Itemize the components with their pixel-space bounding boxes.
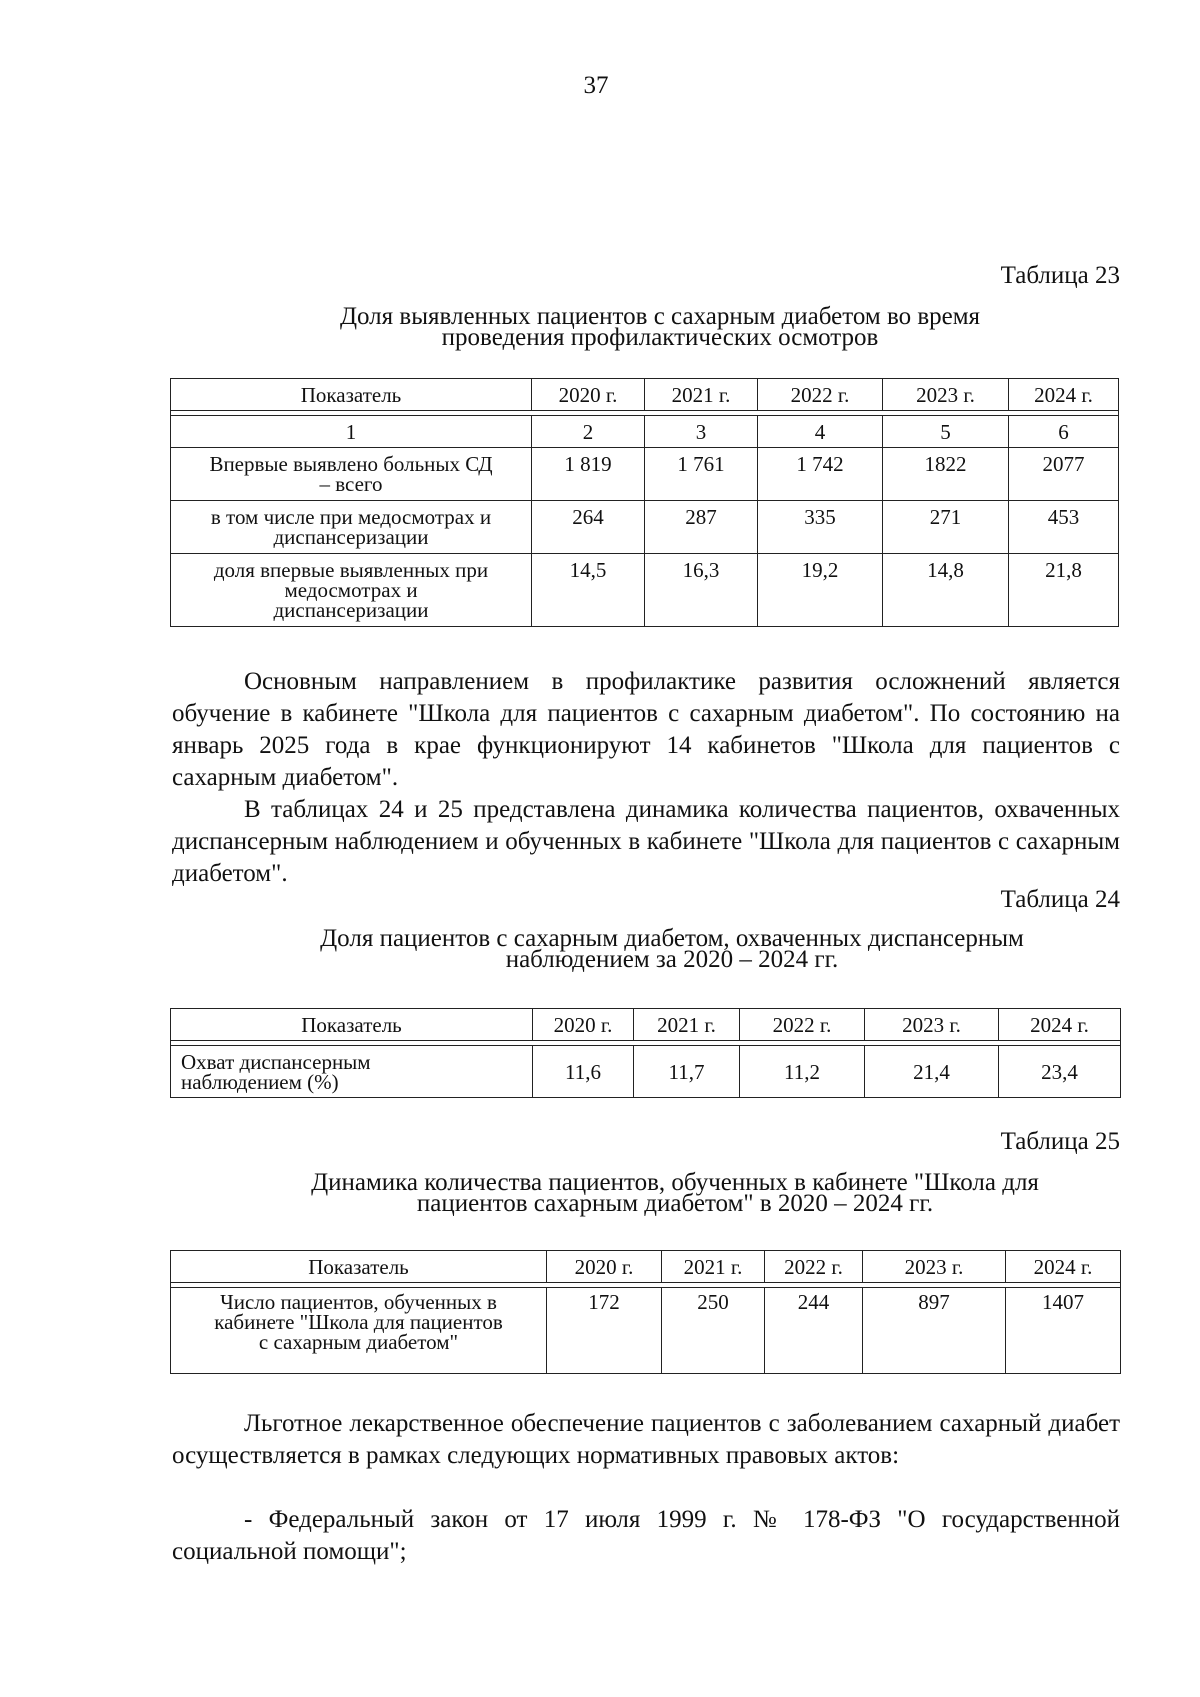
table-23-header-2020: 2020 г. (532, 379, 645, 411)
table-25-header-2020: 2020 г. (547, 1251, 662, 1283)
table-cell: 453 (1009, 501, 1119, 554)
table-25-title (240, 1169, 1110, 1217)
table-cell: 14,5 (532, 554, 645, 627)
row-label-line: кабинете "Школа для пациентов (214, 1310, 503, 1334)
table-24-title-line-1: Доля пациентов с сахарным диабетом, охваченных диспансерным (320, 925, 1024, 952)
table-25-caption: Таблица 25 (1000, 1128, 1120, 1155)
table-cell: 264 (532, 501, 645, 554)
table-24-header-2024: 2024 г. (999, 1009, 1121, 1041)
table-cell: 11,2 (740, 1046, 865, 1098)
table-23-col-number: 5 (883, 416, 1009, 448)
row-label (171, 501, 532, 554)
body-paragraph-3: Льготное лекарственное обеспечение пациентов с заболеванием сахарный диабет осуществляется в рамках следующих нормативных правовых актов: (172, 1410, 1120, 1469)
table-24-header-indicator: Показатель (171, 1009, 533, 1041)
table-cell: 21,8 (1009, 554, 1119, 627)
table-23-col-number: 4 (758, 416, 883, 448)
table-cell: 1822 (883, 448, 1009, 501)
table-25-header-2022: 2022 г. (765, 1251, 863, 1283)
table-25-header-indicator: Показатель (171, 1251, 547, 1283)
table-cell: 14,8 (883, 554, 1009, 627)
table-cell: 244 (765, 1288, 863, 1374)
table-24-header-2021: 2021 г. (634, 1009, 740, 1041)
table-23-title-line-1: Доля выявленных пациентов с сахарным диабетом во время (339, 303, 981, 330)
table-24-title-line-2: наблюдением за 2020 – 2024 гг. (505, 946, 839, 973)
row-label (171, 448, 532, 501)
table-cell: 172 (547, 1288, 662, 1374)
body-paragraph-1: Основным направлением в профилактике развития осложнений является обучение в кабинете "Школа для пациентов с сахарным диабетом". По состоянию на январь 2025 года в крае функционируют 14 кабинетов "Школа для пациентов с сахарным диабетом". (172, 668, 1120, 791)
table-24 (170, 1008, 1121, 1098)
table-cell: 1 761 (645, 448, 758, 501)
table-cell: 11,7 (634, 1046, 740, 1098)
table-row (171, 448, 1119, 501)
row-label-line: с сахарным диабетом" (258, 1330, 459, 1354)
row-label-line: диспансеризации (273, 598, 429, 622)
table-cell: 287 (645, 501, 758, 554)
table-23-header-indicator: Показатель (171, 379, 532, 411)
row-label-line: Впервые выявлено больных СД (209, 452, 493, 476)
row-label (171, 1046, 533, 1098)
table-cell: 21,4 (865, 1046, 999, 1098)
table-25-header-row (171, 1251, 1121, 1283)
table-cell: 335 (758, 501, 883, 554)
table-cell: 1 819 (532, 448, 645, 501)
table-23-header-row (171, 379, 1119, 411)
table-23-numbering-row (171, 416, 1119, 448)
body-paragraph-4: - Федеральный закон от 17 июля 1999 г. № 178-ФЗ "О государственной социальной помощи"; (172, 1506, 1120, 1565)
row-label-line: наблюдением (%) (181, 1069, 339, 1094)
table-23-caption: Таблица 23 (1000, 262, 1120, 289)
table-24-header-2020: 2020 г. (533, 1009, 634, 1041)
row-label-line: медосмотрах и (284, 578, 418, 602)
table-23-title (290, 303, 1030, 351)
row-label-line: в том числе при медосмотрах и (210, 505, 492, 529)
table-23-header-2022: 2022 г. (758, 379, 883, 411)
table-23-header-2021: 2021 г. (645, 379, 758, 411)
table-25-header-2024: 2024 г. (1006, 1251, 1121, 1283)
table-cell: 16,3 (645, 554, 758, 627)
page-number: 37 (583, 72, 609, 99)
table-25-title-line-1: Динамика количества пациентов, обученных в кабинете "Школа для (311, 1169, 1039, 1196)
table-23 (170, 378, 1119, 627)
table-cell: 1407 (1006, 1288, 1121, 1374)
table-cell: 2077 (1009, 448, 1119, 501)
row-label-line: доля впервые выявленных при (213, 558, 489, 582)
table-23-col-number: 6 (1009, 416, 1119, 448)
table-25-header-2023: 2023 г. (863, 1251, 1006, 1283)
row-label-line: Число пациентов, обученных в (220, 1290, 497, 1314)
row-label (171, 554, 532, 627)
table-cell: 897 (863, 1288, 1006, 1374)
table-24-header-2023: 2023 г. (865, 1009, 999, 1041)
table-cell: 250 (662, 1288, 765, 1374)
table-23-header-2023: 2023 г. (883, 379, 1009, 411)
table-row (171, 554, 1119, 627)
row-label-line: – всего (319, 472, 383, 496)
table-24-header-2022: 2022 г. (740, 1009, 865, 1041)
table-23-col-number: 1 (171, 416, 532, 448)
row-label-line: диспансеризации (273, 525, 429, 549)
table-25-title-line-2: пациентов сахарным диабетом" в 2020 – 2024 гг. (416, 1190, 934, 1217)
table-cell: 19,2 (758, 554, 883, 627)
table-row (171, 1288, 1121, 1374)
table-23-title-line-2: проведения профилактических осмотров (441, 324, 879, 351)
table-24-title (262, 925, 1082, 973)
table-24-caption: Таблица 24 (1000, 886, 1120, 913)
row-label-line: Охват диспансерным (181, 1049, 371, 1074)
body-paragraph-2: В таблицах 24 и 25 представлена динамика количества пациентов, охваченных диспансерным наблюдением и обученных в кабинете "Школа для пациентов с сахарным диабетом". (172, 796, 1120, 887)
table-cell: 271 (883, 501, 1009, 554)
table-row (171, 1046, 1121, 1098)
table-24-header-row (171, 1009, 1121, 1041)
table-cell: 23,4 (999, 1046, 1121, 1098)
table-23-col-number: 2 (532, 416, 645, 448)
table-25 (170, 1250, 1121, 1374)
table-cell: 1 742 (758, 448, 883, 501)
table-23-col-number: 3 (645, 416, 758, 448)
row-label (171, 1288, 547, 1374)
table-cell: 11,6 (533, 1046, 634, 1098)
table-row (171, 501, 1119, 554)
table-25-header-2021: 2021 г. (662, 1251, 765, 1283)
table-23-header-2024: 2024 г. (1009, 379, 1119, 411)
